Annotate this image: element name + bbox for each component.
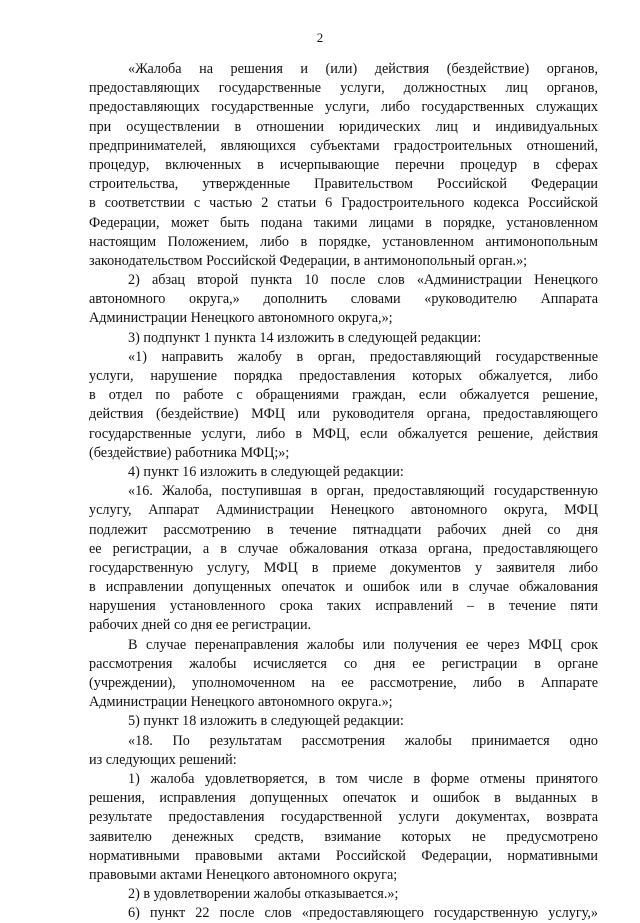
text-line: 4) пункт 16 изложить в следующей редакции: xyxy=(128,463,404,480)
text-line: Администрации Ненецкого автономного округа.»; xyxy=(89,694,393,711)
text-line: нормативными правовыми актами Российской Федерации, нормативными xyxy=(89,847,598,864)
text-line: Администрации Ненецкого автономного округа,»; xyxy=(89,310,393,327)
document-body xyxy=(89,60,598,923)
text-line: в соответствии с частью 2 статьи 6 Градостроительного кодекса Российской xyxy=(89,195,598,212)
text-line: решения, исправления допущенных опечаток и ошибок в выданных в xyxy=(89,790,598,807)
text-line: подлежит рассмотрению в течение пятнадцати рабочих дней со дня xyxy=(89,521,598,538)
text-line: настоящим Положением, либо в порядке, установленном антимонопольным xyxy=(89,233,598,250)
text-line: «1) направить жалобу в орган, предоставляющий государственные xyxy=(128,348,598,365)
text-line: 5) пункт 18 изложить в следующей редакции: xyxy=(128,713,404,730)
text-line: из следующих решений: xyxy=(89,751,237,768)
text-line: государственную услугу, МФЦ в приеме документов у заявителя либо xyxy=(89,559,598,576)
text-line: (учреждении), уполномоченном на ее рассмотрение, либо в Аппарате xyxy=(89,675,598,691)
text-line: (бездействие) работника МФЦ;»; xyxy=(89,444,290,461)
text-line: 3) подпункт 1 пункта 14 изложить в следующей редакции: xyxy=(128,329,482,346)
text-line: законодательством Российской Федерации, в антимонопольный орган.»; xyxy=(89,252,528,269)
text-line: результате предоставления государственной услуги документах, возврата xyxy=(89,809,598,826)
text-line: в исправлении допущенных опечаток и ошибок или в случае обжалования xyxy=(89,579,598,596)
text-line: правовыми актами Ненецкого автономного округа; xyxy=(89,866,398,883)
text-line: автономного округа,» дополнить словами «руководителю Аппарата xyxy=(89,291,598,308)
text-line: 1) жалоба удовлетворяется, в том числе в форме отмены принятого xyxy=(128,770,598,787)
text-line: рассмотрения жалобы исчисляется со дня ее регистрации в органе xyxy=(89,655,598,672)
text-line: 2) абзац второй пункта 10 после слов «Администрации Ненецкого xyxy=(128,272,598,289)
text-line: «16. Жалоба, поступившая в орган, предоставляющий государственную xyxy=(128,483,598,500)
text-line: строительства, утвержденные Правительством Российской Федерации xyxy=(89,176,598,193)
text-line: государственные услуги, либо в МФЦ, если обжалуется решение, действия xyxy=(89,425,598,442)
text-line: Федерации, может быть подана такими лицами в порядке, установленном xyxy=(89,214,598,231)
text-line: в отдел по работе с обращениями граждан, если обжалуется решение, xyxy=(89,387,598,404)
text-line: предоставляющих государственные услуги, должностных лиц органов, xyxy=(89,80,598,97)
text-line: 6) пункт 22 после слов «предоставляющего государственную услугу,» xyxy=(128,905,598,922)
text-line: процедур, включенных в исчерпывающие перечни процедур в сферах xyxy=(89,156,598,173)
text-line: «18. По результатам рассмотрения жалобы принимается одно xyxy=(128,732,598,749)
text-line: нарушения установленного срока таких исправлений – в течение пяти xyxy=(89,598,598,615)
text-line: В случае перенаправления жалобы или получения ее через МФЦ срок xyxy=(128,636,598,653)
text-line: действия (бездействие) МФЦ или руководителя органа, предоставляющего xyxy=(89,406,598,423)
page-number: 2 xyxy=(316,30,324,45)
text-line: при осуществлении в отношении юридических лиц и индивидуальных xyxy=(89,118,598,135)
text-line: «Жалоба на решения и (или) действия (бездействие) органов, xyxy=(128,61,598,77)
text-line: рабочих дней со дня ее регистрации. xyxy=(89,617,312,634)
text-line: услуги, нарушение порядка предоставления которых обжалуется, либо xyxy=(89,368,598,384)
text-line: ее регистрации, а в случае обжалования отказа органа, предоставляющего xyxy=(89,540,598,557)
text-line: услугу, Аппарат Администрации Ненецкого автономного округа, МФЦ xyxy=(89,502,598,519)
text-line: предпринимателей, являющихся субъектами градостроительных отношений, xyxy=(89,137,598,154)
text-line: 2) в удовлетворении жалобы отказывается.»; xyxy=(128,886,399,903)
text-line: предоставляющих государственные услуги, либо государственных служащих xyxy=(89,99,598,116)
text-line: заявителю денежных средств, взимание которых не предусмотрено xyxy=(89,828,598,845)
